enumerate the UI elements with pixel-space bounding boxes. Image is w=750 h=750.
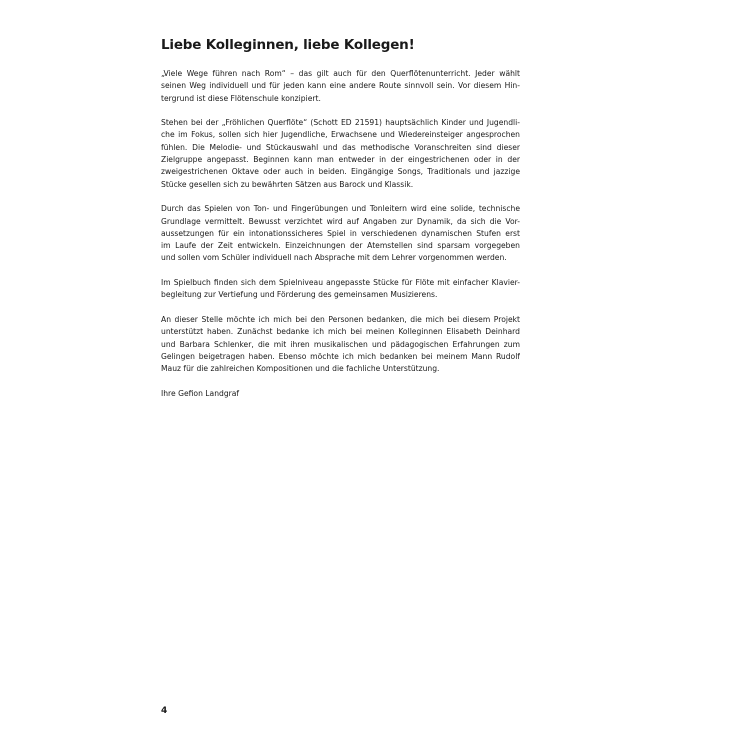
text-line: und Barbara Schlenker, die mit ihren musikalischen und pädagogischen Erfahrungen zum	[161, 339, 520, 349]
text-line: unterstützt haben. Zunächst bedanke ich mich bei meinen Kolleginnen Elisabeth Deinhard	[161, 327, 520, 337]
text-line: Zielgruppe angepasst. Beginnen kann man entweder in der eingestrichenen oder in der	[161, 155, 520, 165]
text-line: Gelingen beigetragen haben. Ebenso möchte ich mich bedanken bei meinem Mann Rudolf	[161, 351, 520, 361]
text-line: tergrund ist diese Flötenschule konzipiert.	[161, 93, 321, 103]
signature	[161, 388, 520, 400]
text-line: Durch das Spielen von Ton- und Fingerübungen und Tonleitern wird eine solide, technische	[161, 204, 520, 214]
page-number: 4	[161, 706, 168, 716]
paragraph	[161, 117, 520, 191]
paragraph	[161, 203, 520, 264]
text-line: Ihre Gefion Landgraf	[161, 388, 240, 398]
letter-body	[161, 68, 520, 412]
text-line: im Laufe der Zeit entwickeln. Einzeichnungen der Atemstellen sind sparsam vorgegeben	[161, 241, 520, 251]
text-line: „Viele Wege führen nach Rom“ – das gilt auch für den Querflötenunterricht. Jeder wählt	[161, 69, 520, 78]
paragraph	[161, 277, 520, 302]
text-line: aussetzungen für ein intonationssicheres Spiel in verschiedenen dynamischen Stufen erst	[161, 228, 520, 238]
text-line: che im Fokus, sollen sich hier Jugendliche, Erwachsene und Wiedereinsteiger angesprochen	[161, 130, 520, 140]
text-line: Grundlage vermittelt. Bewusst verzichtet wird auf Angaben zur Dynamik, da sich die Vor-	[161, 216, 520, 226]
text-line: Stehen bei der „Fröhlichen Querflöte“ (Schott ED 21591) hauptsächlich Kinder und Jugendli-	[161, 118, 520, 128]
text-line: und sollen vom Schüler individuell nach Absprache mit dem Lehrer vorgenommen werden.	[161, 253, 507, 263]
text-line: An dieser Stelle möchte ich mich bei den Personen bedanken, die mich bei diesem Projekt	[161, 314, 520, 324]
text-line: fühlen. Die Melodie- und Stückauswahl und das methodische Voranschreiten sind dieser	[161, 142, 520, 152]
text-line: Stücke gesellen sich zu bewährten Sätzen aus Barock und Klassik.	[161, 179, 414, 189]
page-title: Liebe Kolleginnen, liebe Kollegen!	[161, 37, 415, 53]
text-line: Im Spielbuch finden sich dem Spielniveau angepasste Stücke für Flöte mit einfacher Klavier-	[161, 278, 520, 288]
text-line: Mauz für die zahlreichen Kompositionen und die fachliche Unterstützung.	[161, 364, 440, 374]
text-line: seinen Weg individuell und für jeden kann eine andere Route sinnvoll sein. Vor diesem Hin-	[161, 81, 520, 91]
text-line: begleitung zur Vertiefung und Förderung des gemeinsamen Musizierens.	[161, 290, 438, 300]
paragraph	[161, 314, 520, 375]
text-line: zweigestrichenen Oktave oder auch in beiden. Eingängige Songs, Traditionals und jazzige	[161, 167, 520, 177]
paragraph	[161, 68, 520, 105]
